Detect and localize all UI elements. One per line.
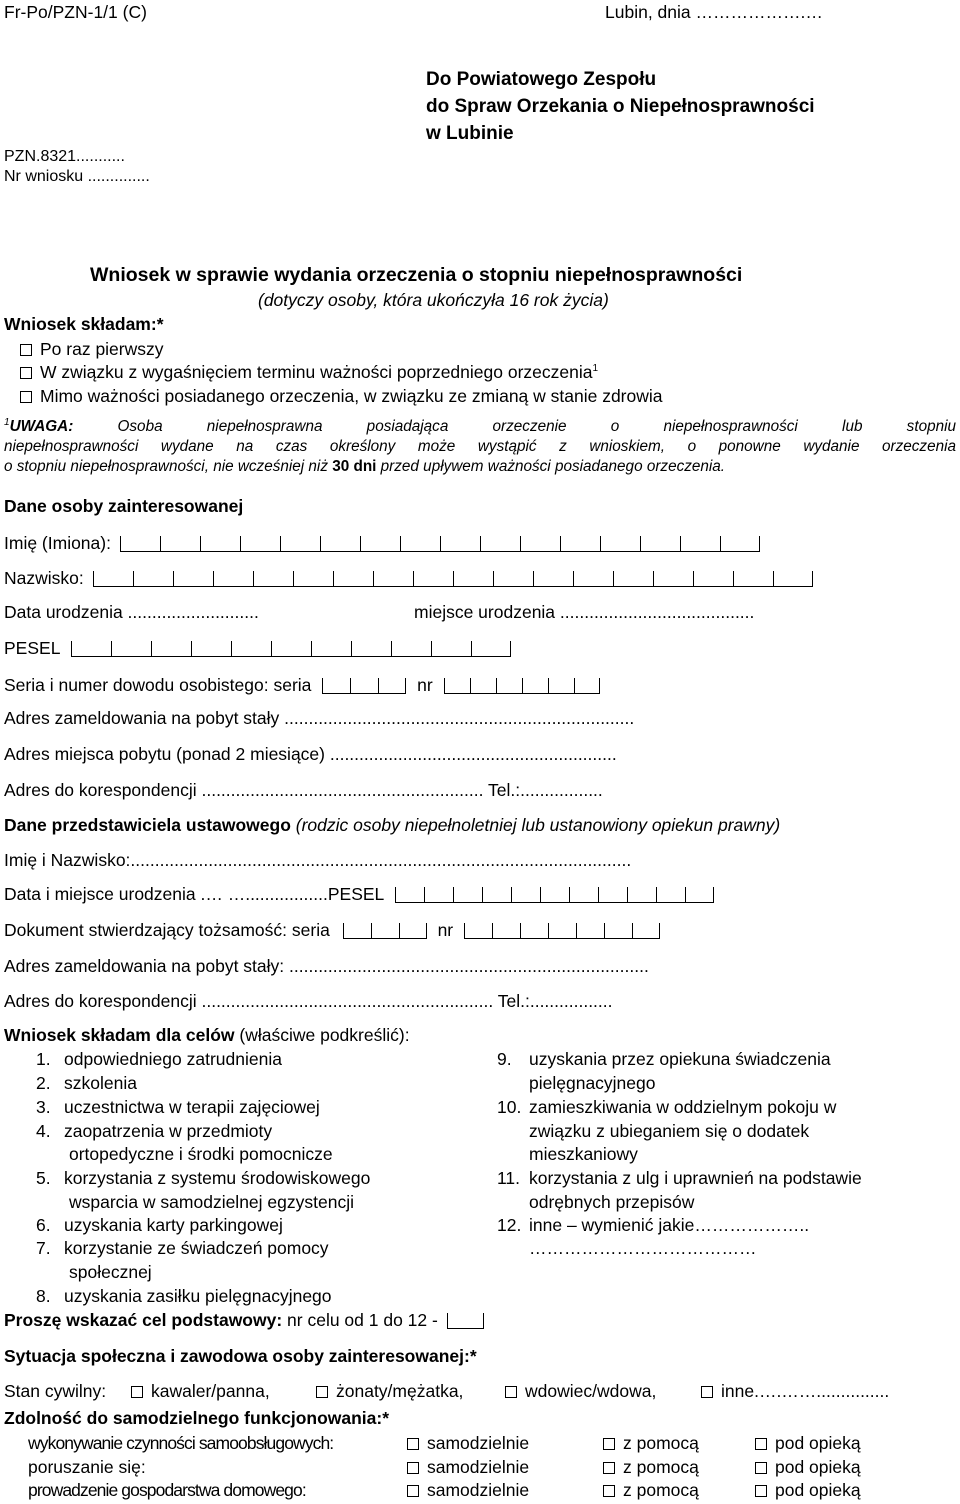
checkbox-icon[interactable] — [755, 1438, 767, 1450]
purpose-item-11-cont: odrębnych przepisów — [529, 1192, 695, 1212]
submission-option-first[interactable]: Po raz pierwszy — [20, 339, 164, 360]
representative-heading: Dane przedstawiciela ustawowego (rodzic osoby niepełnoletniej lub ustanowiony opiekun prawny) — [4, 815, 781, 835]
checkbox-icon[interactable] — [20, 391, 32, 403]
addressee-line-1: Do Powiatowego Zespołu — [426, 69, 657, 90]
ability-row-label-selfcare: wykonywanie czynności samoobsługowych: — [28, 1433, 334, 1453]
checkbox-icon[interactable] — [407, 1462, 419, 1474]
ability-household-independent[interactable]: samodzielnie — [407, 1480, 529, 1501]
marital-option-single[interactable]: kawaler/panna, — [131, 1381, 270, 1402]
purpose-item-3[interactable]: 3. uczestnictwa w terapii zajęciowej — [36, 1097, 320, 1117]
addressee-line-2: do Spraw Orzekania o Niepełnosprawności — [426, 96, 815, 117]
representative-pesel-cells[interactable] — [395, 887, 714, 903]
birth-place-field[interactable]: miejsce urodzenia ........................................ — [414, 602, 755, 622]
marital-option-married[interactable]: żonaty/mężatka, — [316, 1381, 463, 1402]
representative-doc-series-cells[interactable] — [343, 923, 427, 939]
representative-name-field[interactable]: Imię i Nazwisko:....................................................................................................... — [4, 850, 632, 870]
representative-document-field[interactable]: Dokument stwierdzający tożsamość: seria nr — [4, 920, 660, 941]
purpose-item-10[interactable]: 10. zamieszkiwania w oddzielnym pokoju w — [497, 1097, 837, 1117]
checkbox-icon[interactable] — [316, 1386, 328, 1398]
form-subtitle: (dotyczy osoby, która ukończyła 16 rok życia) — [258, 290, 609, 310]
purpose-item-5[interactable]: 5. korzystania z systemu środowiskowego — [36, 1168, 371, 1188]
purpose-item-4[interactable]: 4. zaopatrzenia w przedmioty — [36, 1121, 273, 1141]
ability-row-label-household: prowadzenie gospodarstwa domowego: — [28, 1480, 306, 1500]
representative-registered-address-field[interactable]: Adres zameldowania na pobyt stały: .......................................................................... — [4, 956, 649, 976]
form-code: Fr-Po/PZN-1/1 (C) — [4, 2, 147, 22]
purpose-item-10-cont-1: związku z ubieganiem się o dodatek — [529, 1121, 810, 1141]
registered-address-field[interactable]: Adres zameldowania na pobyt stały ........................................................................ — [4, 708, 635, 728]
purpose-item-4-cont: ortopedyczne i środki pomocnicze — [69, 1144, 333, 1164]
purpose-item-9-cont: pielęgnacyjnego — [529, 1073, 656, 1093]
purpose-item-2[interactable]: 2. szkolenia — [36, 1073, 137, 1093]
checkbox-icon[interactable] — [131, 1386, 143, 1398]
id-card-field[interactable]: Seria i numer dowodu osobistego: seria nr — [4, 675, 600, 696]
checkbox-icon[interactable] — [20, 367, 32, 379]
checkbox-icon[interactable] — [505, 1386, 517, 1398]
correspondence-address-field[interactable]: Adres do korespondencji .......................................................... Tel.:................. — [4, 780, 603, 800]
ability-heading: Zdolność do samodzielnego funkcjonowania:* — [4, 1408, 390, 1428]
form-title: Wniosek w sprawie wydania orzeczenia o stopniu niepełnosprawności — [90, 264, 743, 286]
ability-row-label-mobility: poruszanie się: — [28, 1457, 146, 1477]
purpose-item-6[interactable]: 6. uzyskania karty parkingowej — [36, 1215, 283, 1235]
submission-option-health-change[interactable]: Mimo ważności posiadanego orzeczenia, w związku ze zmianą w stanie zdrowia — [20, 386, 663, 407]
pesel-field[interactable]: PESEL — [4, 638, 511, 659]
submission-label: Wniosek składam:* — [4, 314, 164, 334]
checkbox-icon[interactable] — [603, 1485, 615, 1497]
main-goal-cell[interactable] — [447, 1313, 484, 1329]
marital-option-widowed[interactable]: wdowiec/wdowa, — [505, 1381, 656, 1402]
ability-selfcare-independent[interactable]: samodzielnie — [407, 1433, 529, 1454]
marital-option-other[interactable]: inne.….……............... — [701, 1381, 889, 1402]
social-heading: Sytuacja społeczna i zawodowa osoby zainteresowanej:* — [4, 1346, 477, 1366]
purpose-item-7[interactable]: 7. korzystanie ze świadczeń pomocy — [36, 1238, 329, 1258]
person-heading: Dane osoby zainteresowanej — [4, 496, 244, 516]
addressee-line-3: w Lubinie — [426, 123, 514, 144]
purpose-item-10-cont-2: mieszkaniowy — [529, 1144, 638, 1164]
marital-status-row: Stan cywilny: — [4, 1381, 107, 1401]
checkbox-icon[interactable] — [407, 1438, 419, 1450]
checkbox-icon[interactable] — [701, 1386, 713, 1398]
footnote-note: $^1$UWAGA: Osoba niepełnosprawna posiadająca orzeczenie o niepełnosprawności lub stopniu niepełnosprawności wydane na czas określony może wystąpić z wnioskiem, o ponowne wydanie orzeczenia o stopniu niepełnosprawności, nie wcześniej niż 30 dni przed upływem ważności posiadanego orzeczenia. — [4, 416, 956, 475]
purpose-item-5-cont: wsparcia w samodzielnej egzystencji — [69, 1192, 354, 1212]
checkbox-icon[interactable] — [407, 1485, 419, 1497]
ability-selfcare-care[interactable]: pod opieką — [755, 1433, 861, 1454]
first-name-cells[interactable] — [120, 536, 760, 552]
ability-mobility-independent[interactable]: samodzielnie — [407, 1457, 529, 1478]
application-number: Nr wniosku .............. — [4, 168, 150, 185]
ability-household-care[interactable]: pod opieką — [755, 1480, 861, 1501]
birth-date-field[interactable]: Data urodzenia ........................... — [4, 602, 259, 622]
purpose-item-9[interactable]: 9. uzyskania przez opiekuna świadczenia — [497, 1049, 831, 1069]
id-series-cells[interactable] — [322, 678, 406, 694]
id-number-cells[interactable] — [444, 678, 600, 694]
checkbox-icon[interactable] — [755, 1462, 767, 1474]
checkbox-icon[interactable] — [603, 1438, 615, 1450]
main-goal-field[interactable]: Proszę wskazać cel podstawowy: nr celu od 1 do 12 - — [4, 1310, 484, 1331]
submission-option-expired[interactable]: W związku z wygaśnięciem terminu ważności poprzedniego orzeczenia$^1$ — [20, 362, 598, 383]
purpose-item-1[interactable]: 1. odpowiedniego zatrudnienia — [36, 1049, 282, 1069]
representative-correspondence-field[interactable]: Adres do korespondencji ............................................................ Tel.:................. — [4, 991, 613, 1011]
ability-mobility-care[interactable]: pod opieką — [755, 1457, 861, 1478]
ability-mobility-assisted[interactable]: z pomocą — [603, 1457, 699, 1478]
ability-selfcare-assisted[interactable]: z pomocą — [603, 1433, 699, 1454]
purpose-item-7-cont: społecznej — [69, 1262, 152, 1282]
purpose-item-12[interactable]: 12. inne – wymienić jakie……………….. — [497, 1215, 810, 1235]
purpose-item-8[interactable]: 8. uzyskania zasiłku pielęgnacyjnego — [36, 1286, 332, 1306]
last-name-cells[interactable] — [93, 571, 813, 587]
first-name-field[interactable]: Imię (Imiona): — [4, 533, 760, 554]
last-name-field[interactable]: Nazwisko: — [4, 568, 813, 589]
purpose-item-12-cont[interactable]: ………………………………… — [529, 1238, 757, 1258]
pesel-cells[interactable] — [71, 641, 511, 657]
checkbox-icon[interactable] — [755, 1485, 767, 1497]
checkbox-icon[interactable] — [20, 344, 32, 356]
purpose-item-11[interactable]: 11. korzystania z ulg i uprawnień na podstawie — [497, 1168, 862, 1188]
checkbox-icon[interactable] — [603, 1462, 615, 1474]
case-number: PZN.8321........... — [4, 148, 125, 165]
representative-doc-number-cells[interactable] — [464, 923, 660, 939]
residence-address-field[interactable]: Adres miejsca pobytu (ponad 2 miesiące) ........................................................... — [4, 744, 617, 764]
purposes-heading: Wniosek składam dla celów (właściwe podkreślić): — [4, 1025, 410, 1045]
representative-birth-field[interactable]: Data i miejsce urodzenia .… ….................PESEL — [4, 884, 714, 905]
place-date: Lubin, dnia ……………….… — [605, 2, 823, 22]
ability-household-assisted[interactable]: z pomocą — [603, 1480, 699, 1501]
